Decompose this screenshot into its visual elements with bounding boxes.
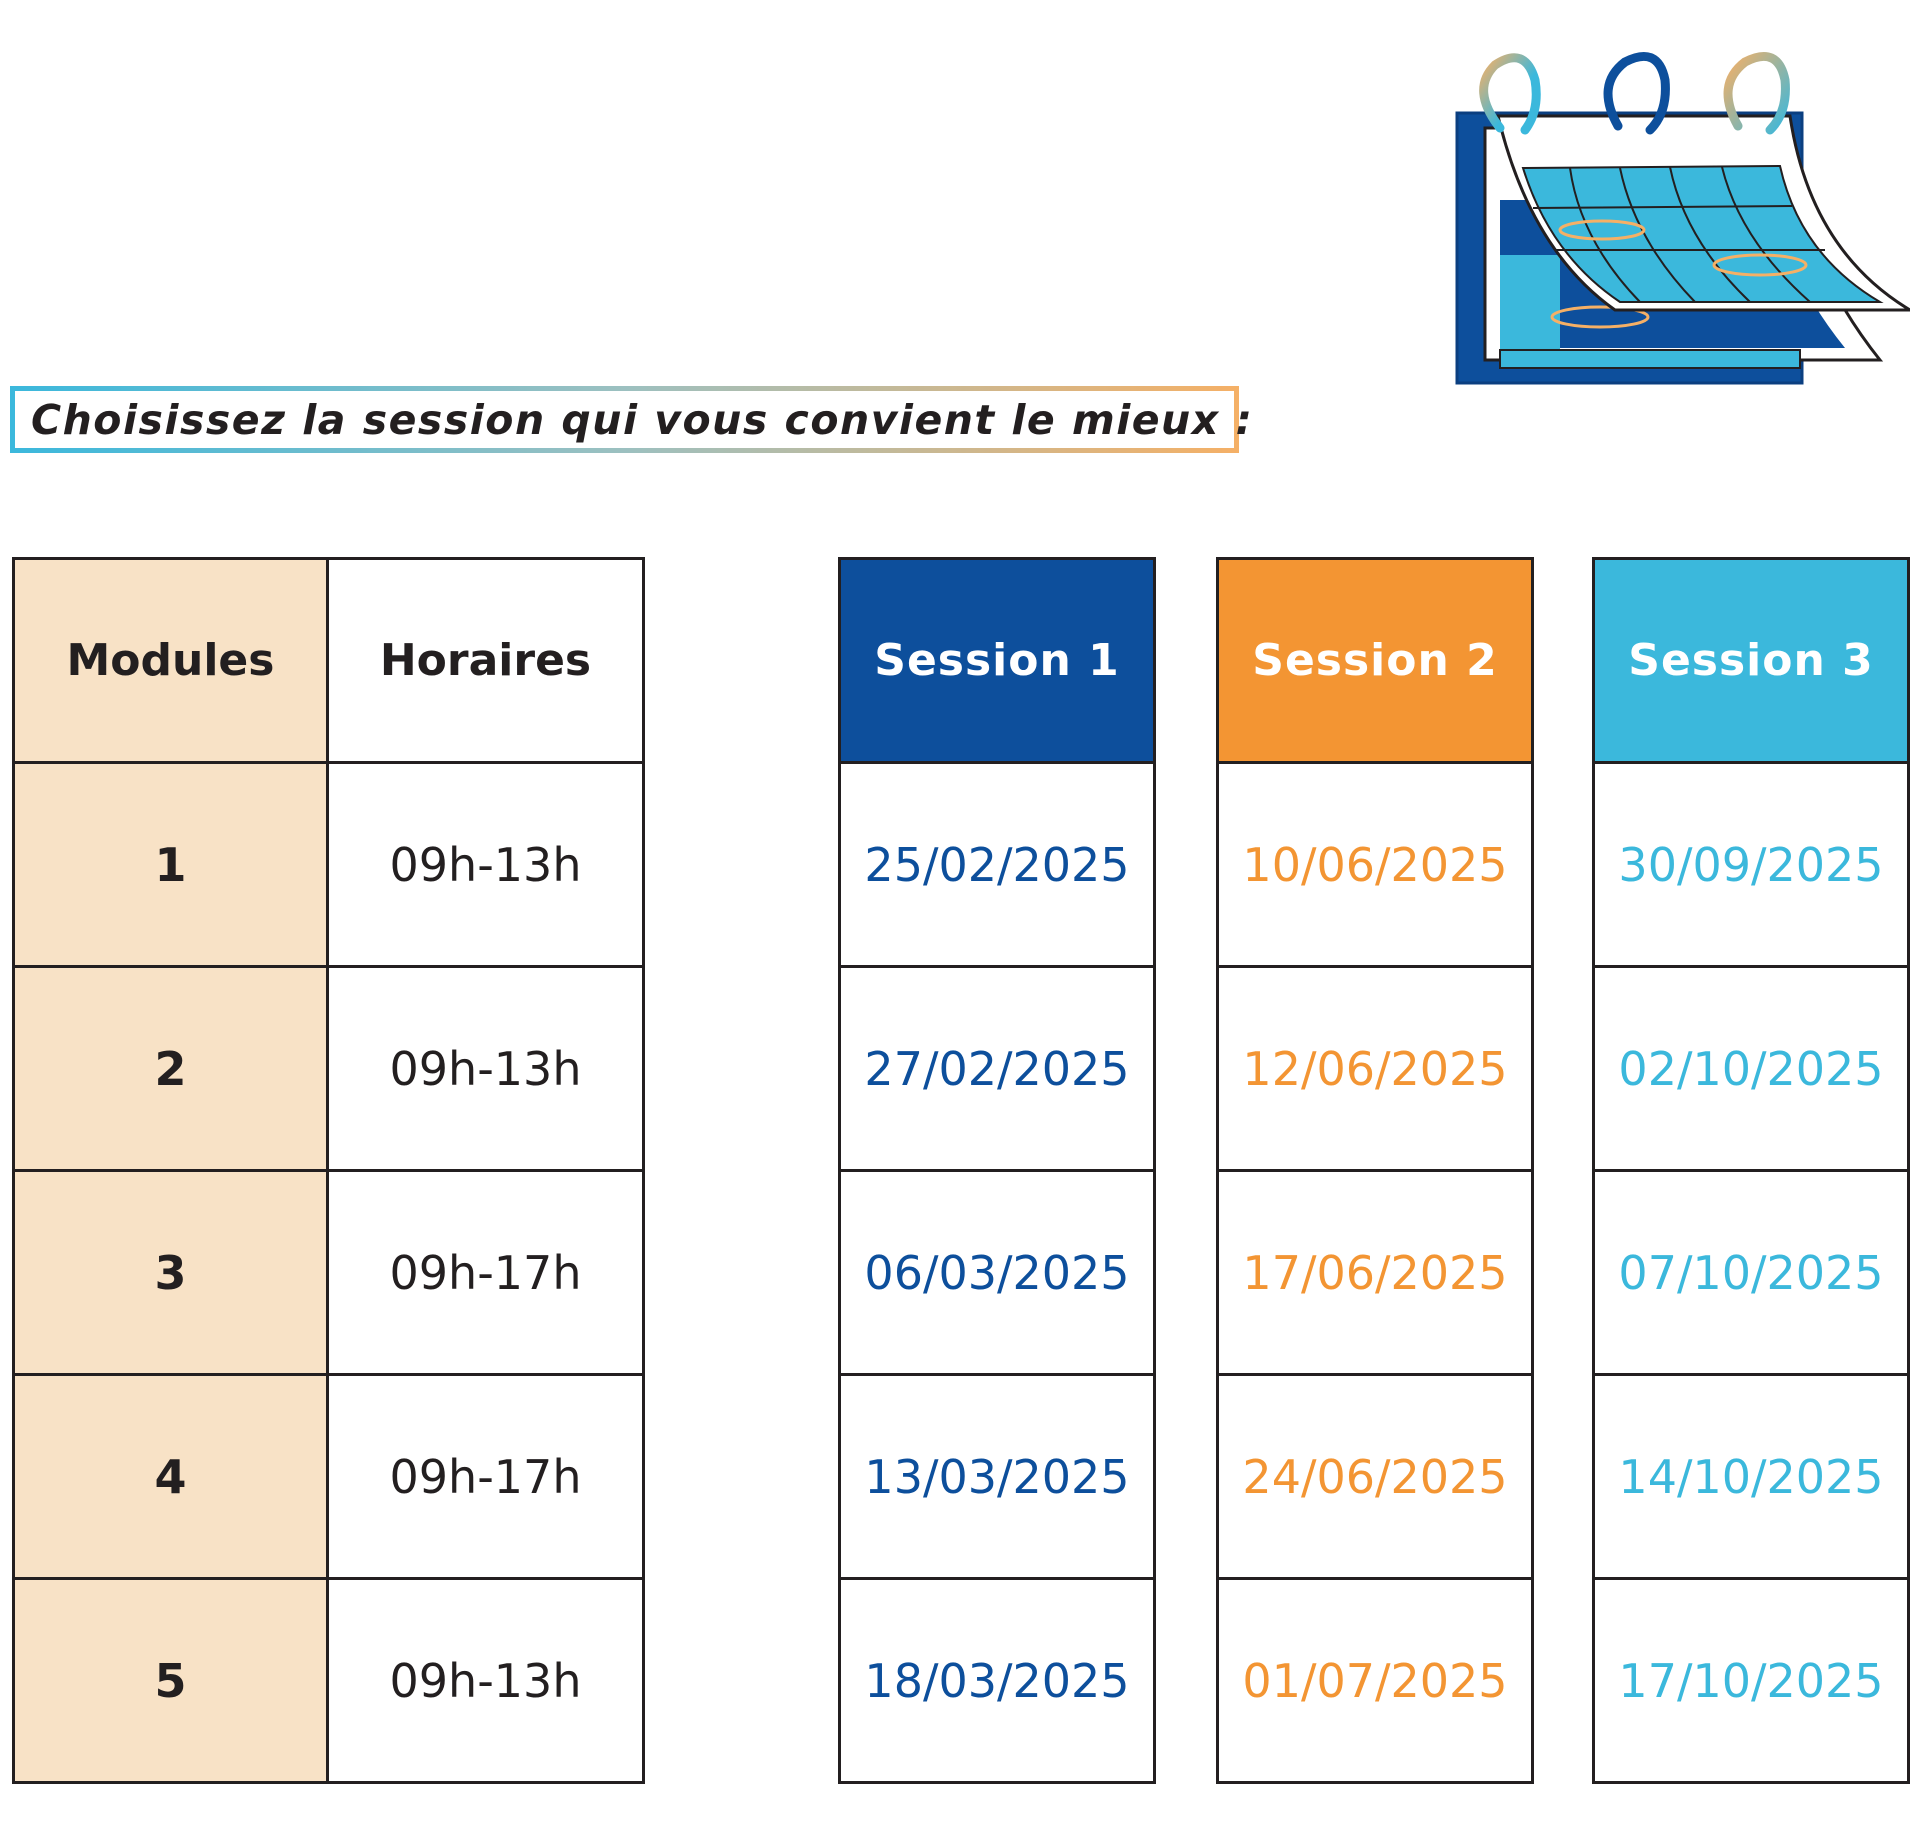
session-1-date: 27/02/2025	[838, 965, 1156, 1172]
horaire-value: 09h-13h	[326, 761, 645, 968]
module-number: 5	[12, 1577, 329, 1784]
session-3-date: 17/10/2025	[1592, 1577, 1910, 1784]
horaires-header: Horaires	[326, 557, 645, 764]
horaire-value: 09h-13h	[326, 965, 645, 1172]
session-1-date: 06/03/2025	[838, 1169, 1156, 1376]
session-2-header: Session 2	[1216, 557, 1534, 764]
module-number: 4	[12, 1373, 329, 1580]
module-number: 3	[12, 1169, 329, 1376]
modules-header: Modules	[12, 557, 329, 764]
session-1-date: 13/03/2025	[838, 1373, 1156, 1580]
session-2-date: 12/06/2025	[1216, 965, 1534, 1172]
session-1-date: 18/03/2025	[838, 1577, 1156, 1784]
module-number: 2	[12, 965, 329, 1172]
session-2-date: 24/06/2025	[1216, 1373, 1534, 1580]
module-number: 1	[12, 761, 329, 968]
session-3-date: 02/10/2025	[1592, 965, 1910, 1172]
session-3-date: 07/10/2025	[1592, 1169, 1910, 1376]
page-title: Choisissez la session qui vous convient le mieux :	[31, 395, 1254, 444]
horaire-value: 09h-17h	[326, 1373, 645, 1580]
session-1-date: 25/02/2025	[838, 761, 1156, 968]
session-3-header: Session 3	[1592, 557, 1910, 764]
calendar-icon	[1440, 50, 1910, 390]
session-2-date: 10/06/2025	[1216, 761, 1534, 968]
horaire-value: 09h-17h	[326, 1169, 645, 1376]
heading-box	[10, 386, 1254, 453]
session-2-date: 01/07/2025	[1216, 1577, 1534, 1784]
horaire-value: 09h-13h	[326, 1577, 645, 1784]
session-2-date: 17/06/2025	[1216, 1169, 1534, 1376]
session-3-date: 14/10/2025	[1592, 1373, 1910, 1580]
session-3-date: 30/09/2025	[1592, 761, 1910, 968]
session-1-header: Session 1	[838, 557, 1156, 764]
